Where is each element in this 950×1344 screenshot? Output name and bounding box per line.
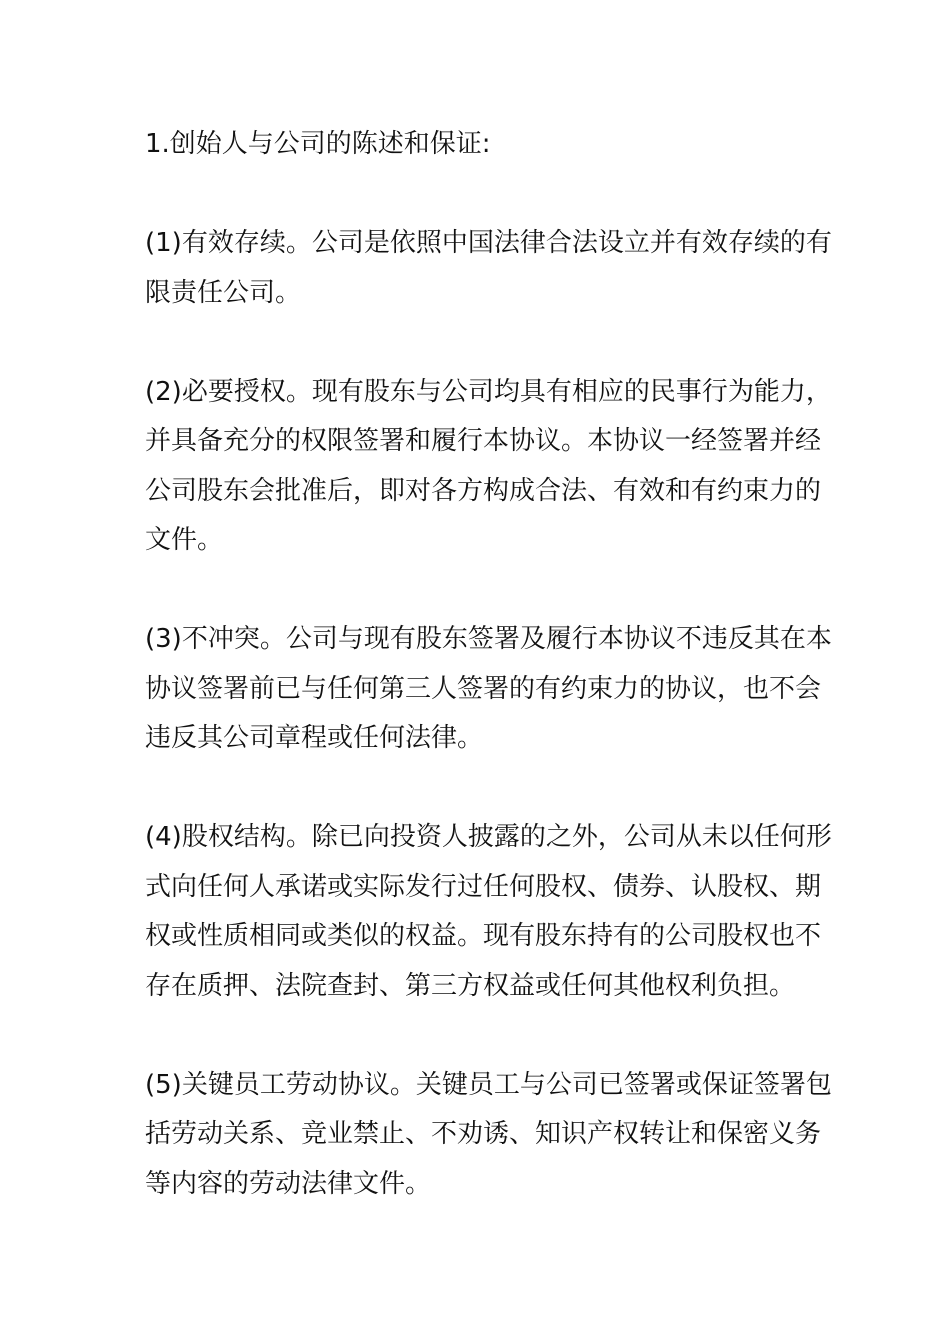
paragraph-spacer	[145, 318, 810, 368]
paragraph-line: 违反其公司章程或任何法律。	[145, 723, 484, 753]
paragraph-line: 括劳动关系、竞业禁止、不劝诱、知识产权转让和保密义务	[145, 1119, 822, 1149]
paragraph-line: (1)有效存续。公司是依照中国法律合法设立并有效存续的有	[145, 228, 832, 258]
paragraph-spacer	[145, 170, 810, 220]
paragraph-line: (5)关键员工劳动协议。关键员工与公司已签署或保证签署包	[145, 1069, 832, 1100]
paragraph-line: 等内容的劳动法律文件。	[145, 1168, 432, 1199]
paragraph-4	[145, 813, 832, 1011]
section-heading: 1.创始人与公司的陈述和保证:	[145, 129, 491, 159]
paragraph-5	[145, 1061, 832, 1210]
paragraph-line: (4)股权结构。除已向投资人披露的之外，公司从未以任何形	[145, 822, 832, 852]
paragraph-3	[145, 615, 832, 764]
paragraph-line: 公司股东会批准后，即对各方构成合法、有效和有约束力的	[145, 475, 822, 506]
paragraph-spacer	[145, 764, 810, 814]
paragraph-line: 协议签署前已与任何第三人签署的有约束力的协议，也不会	[145, 673, 822, 704]
paragraph-line: 权或性质相同或类似的权益。现有股东持有的公司股权也不	[145, 921, 822, 951]
paragraph-line: 限责任公司。	[145, 277, 302, 308]
paragraph-spacer	[145, 1011, 810, 1061]
paragraph-line: 式向任何人承诺或实际发行过任何股权、债券、认股权、期	[145, 871, 822, 902]
paragraph-1	[145, 219, 832, 318]
paragraph-line: (3)不冲突。公司与现有股东签署及履行本协议不违反其在本	[145, 624, 832, 654]
paragraph-line: 文件。	[145, 525, 224, 555]
paragraph-line: (2)必要授权。现有股东与公司均具有相应的民事行为能力，	[145, 376, 832, 407]
paragraph-spacer	[145, 566, 810, 616]
paragraph-line: 存在质押、法院查封、第三方权益或任何其他权利负担。	[145, 970, 796, 1001]
paragraph-2	[145, 368, 832, 566]
paragraph-line: 并具备充分的权限签署和履行本协议。本协议一经签署并经	[145, 426, 822, 456]
document-body	[145, 120, 832, 1209]
